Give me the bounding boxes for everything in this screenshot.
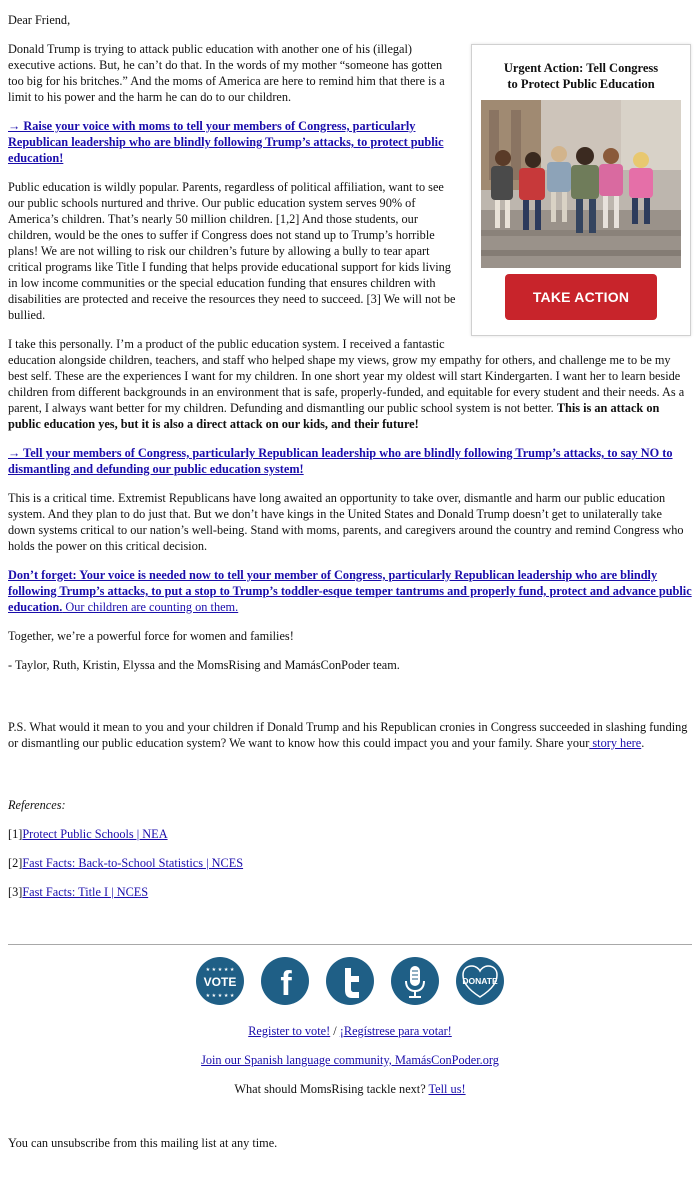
- cta-link-dont-forget[interactable]: Don’t forget: Your voice is needed now to tell your member of Congress, particularly Republican leadership who are blindly following Trump’s attacks, to put a stop to Trump’s toddler-esque temper tantrums and properly fund, protect and advance public education.: [8, 568, 692, 614]
- reference-number: [1]: [8, 827, 23, 841]
- facebook-icon[interactable]: [261, 957, 309, 1005]
- ps-paragraph: [8, 719, 692, 751]
- reference-item: [8, 855, 692, 871]
- reference-item: [8, 884, 692, 900]
- spanish-community-line: [8, 1052, 692, 1068]
- tackle-next-line: [8, 1081, 692, 1097]
- references-section: [8, 797, 692, 900]
- reference-number: [2]: [8, 856, 23, 870]
- references-heading: References:: [8, 798, 66, 812]
- reference-link-back-to-school[interactable]: Fast Facts: Back-to-School Statistics | NCES: [22, 856, 244, 870]
- children-walking-photo[interactable]: [481, 100, 681, 268]
- greeting: Dear Friend,: [8, 13, 71, 27]
- ps-text: P.S. What would it mean to you and your children if Donald Trump and his Republican cronies in Congress succeeded in slashing funding or dismantling our public education system? We want to know how this could impact you and your family. Share your: [8, 720, 688, 750]
- register-separator: /: [330, 1024, 340, 1038]
- sidebar-title-line2: to Protect Public Education: [507, 77, 655, 91]
- personal-paragraph: [8, 336, 692, 432]
- signoff-text: - Taylor, Ruth, Kristin, Elyssa and the MomsRising and MamásConPoder team.: [8, 658, 400, 672]
- cta-link-raise-voice[interactable]: → Raise your voice with moms to tell your members of Congress, particularly Republican leadership who are blindly following Trump’s attacks, to protect public education!: [8, 119, 444, 165]
- reference-number: [3]: [8, 885, 23, 899]
- cta-link-counting-on-them[interactable]: Our children are counting on them.: [62, 600, 239, 614]
- vote-icon[interactable]: [196, 957, 244, 1005]
- donate-heart-icon[interactable]: [456, 957, 504, 1005]
- take-action-button[interactable]: TAKE ACTION: [505, 274, 657, 320]
- email-body: [8, 12, 692, 1164]
- ps-period: .: [641, 736, 645, 750]
- critical-paragraph: This is a critical time. Extremist Republicans have long awaited an opportunity to take over, dismantle and harm our public education system. And they plan to do just that. But we don’t have kings in the United States and Donald Trump doesn’t get to unilaterally take down systems critical to our nation’s well-being. Stand with moms, parents, and caregivers around the country and remind Congress who holds the power on this critical decision.: [8, 491, 684, 553]
- mamasconpoder-link[interactable]: Join our Spanish language community, MamásConPoder.org: [201, 1053, 499, 1067]
- footer: [8, 957, 692, 1097]
- podcast-microphone-icon[interactable]: [391, 957, 439, 1005]
- tell-us-link[interactable]: Tell us!: [428, 1082, 466, 1096]
- intro-paragraph: Donald Trump is trying to attack public education with another one of his (illegal) executive actions. But, he can’t do that. In the words of my mother “someone has gotten too big for his britches.” And the moms of America are here to remind him that there is a limit to his power and the harm he can do to our children.: [8, 42, 445, 104]
- sidebar-title-line1: Urgent Action: Tell Congress: [503, 61, 659, 75]
- action-sidebar-box: [471, 44, 691, 336]
- register-line: [8, 1023, 692, 1039]
- social-icons-row: [8, 957, 692, 1005]
- together-text: Together, we’re a powerful force for women and families!: [8, 629, 294, 643]
- cta-link-say-no[interactable]: → Tell your members of Congress, particularly Republican leadership who are blindly following Trump’s attacks, to say NO to dismantling and defunding our public education system!: [8, 446, 673, 476]
- twitter-icon[interactable]: [326, 957, 374, 1005]
- unsubscribe-text: You can unsubscribe from this mailing list at any time.: [8, 1136, 278, 1150]
- facebook-icon-glyph: f: [280, 965, 292, 1003]
- personal-bold-text: This is an attack on public education yes, but it is also a direct attack on our kids, and their future!: [8, 401, 660, 431]
- svg-text:★ ★ ★ ★ ★: ★ ★ ★ ★ ★: [205, 993, 235, 999]
- reference-link-title-i[interactable]: Fast Facts: Title I | NCES: [22, 885, 149, 899]
- sidebar-title: [480, 60, 682, 92]
- reference-link-nea[interactable]: Protect Public Schools | NEA: [22, 827, 168, 841]
- reference-item: [8, 826, 692, 842]
- svg-text:★ ★ ★ ★ ★: ★ ★ ★ ★ ★: [205, 967, 235, 973]
- popular-paragraph: Public education is wildly popular. Parents, regardless of political affiliation, want to see our public schools nurtured and thrive. Our public education system serves 90% of America’s children. That’s nearly 50 million children. [1,2] And those students, our children, would be the ones to suffer if Congress does not stand up to Trump’s horrible plans! We are not willing to risk our children’s future by allowing a bully to tear apart critical programs like Title I funding that helps provide educational support for kids living in low income communities or the special education funding that ensures children with disabilities are protected and receive the resources they need to succeed. [3] We will not be bullied.: [8, 180, 456, 322]
- footer-divider: [8, 944, 692, 945]
- story-here-link[interactable]: story here: [589, 736, 642, 750]
- register-spanish-link[interactable]: ¡Regístrese para votar!: [339, 1024, 452, 1038]
- tackle-next-text: What should MomsRising tackle next?: [234, 1082, 429, 1096]
- personal-text: I take this personally. I’m a product of the public education system. I received a fantastic education alongside children, teachers, and staff who helped shape my views, grow my empathy for others, and challenge me to be my best self. These are the experiences I want for my children. In one short year my oldest will start Kindergarten. I want her to learn beside children from different backgrounds in an environment that is safe, properly-funded, and equitable for every student and their needs. As a parent, I always want better for my children. Defunding and dismantling our public school system is not better.: [8, 337, 685, 415]
- vote-icon-label: VOTE: [203, 975, 237, 989]
- donate-icon-label: DONATE: [462, 976, 498, 986]
- register-to-vote-link[interactable]: Register to vote!: [248, 1024, 331, 1038]
- dont-forget-paragraph: [8, 567, 692, 615]
